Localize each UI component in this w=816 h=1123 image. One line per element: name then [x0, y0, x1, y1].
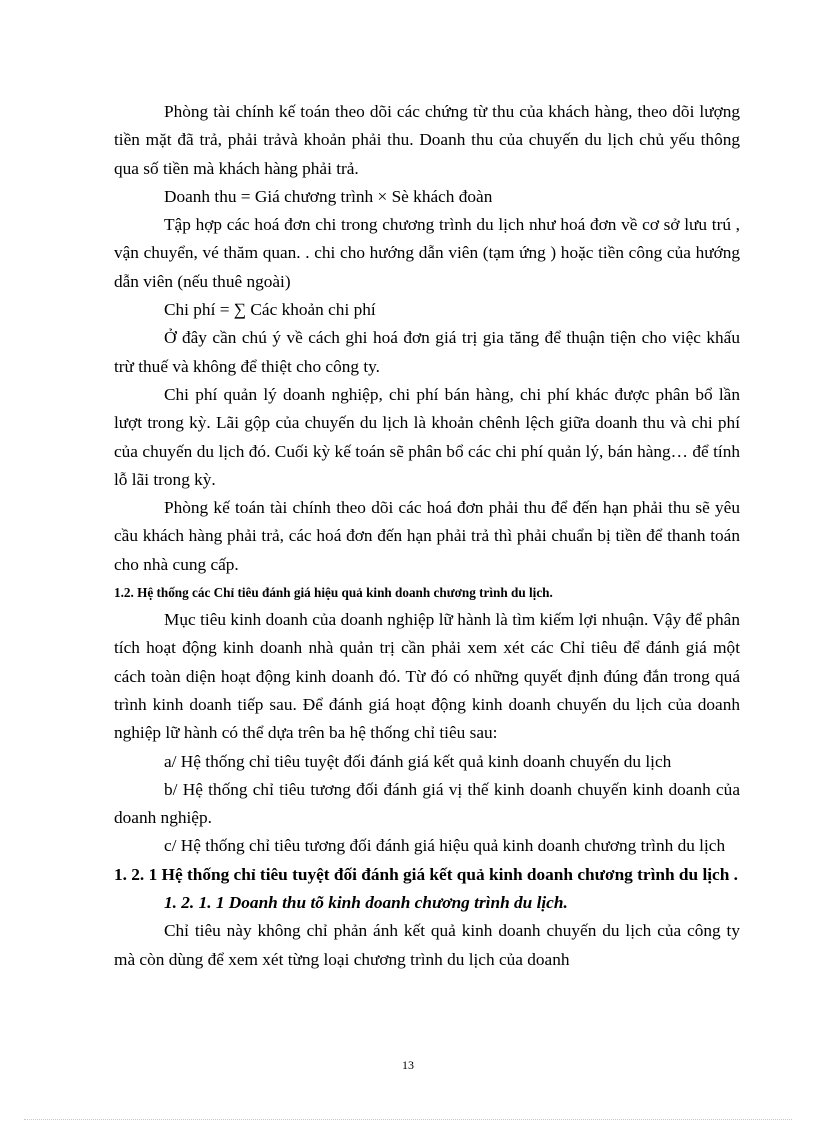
paragraph-revenue-indicator: Chỉ tiêu này không chỉ phản ánh kết quả kinh doanh chuyến du lịch của công ty mà còn dùng để xem xét từng loại chương trình du lịch của doanh [114, 921, 740, 969]
page-bottom-divider [24, 1119, 792, 1120]
section-heading-1-2-1: 1. 2. 1 Hệ thống chỉ tiêu tuyệt đối đánh giá kết quả kinh doanh chương trình du lịch . [114, 864, 738, 884]
page-number: 13 [402, 1058, 414, 1072]
paragraph-vat-note: Ở đây cần chú ý về cách ghi hoá đơn giá trị gia tăng để thuận tiện cho việc khấu trừ thuế và không để thiệt cho công ty. [114, 328, 740, 376]
list-item-a: a/ Hệ thống chỉ tiêu tuyệt đối đánh giá kết quả kinh doanh chuyến du lịch [164, 751, 672, 771]
paragraph-business-goal: Mục tiêu kinh doanh của doanh nghiệp lữ hành là tìm kiếm lợi nhuận. Vậy để phân tích hoạt động kinh doanh nhà quản trị cần phải xem xét các Chỉ tiêu để đánh giá một cách toàn diện hoạt động kinh doanh đó. Từ đó có những quyết định đúng đắn trong quá trình kinh doanh tiếp sau. Để đánh giá hoạt động kinh doanh chuyến du lịch của doanh nghiệp lữ hành có thể dựa trên ba hệ thống chỉ tiêu sau: [114, 610, 740, 743]
paragraph-accounting-tracking: Phòng tài chính kế toán theo dõi các chứng từ thu của khách hàng, theo dõi lượng tiền mặt đã trả, phải trảvà khoản phải thu. Doanh thu của chuyến du lịch chủ yếu thông qua số tiền mà khách hàng phải trả. [114, 102, 740, 178]
paragraph-cost-allocation: Chi phí quản lý doanh nghiệp, chi phí bán hàng, chi phí khác được phân bổ lần lượt trong kỳ. Lãi gộp của chuyến du lịch là khoản chênh lệch giữa doanh thu và chi phí của chuyến du lịch đó. Cuối kỳ kế toán sẽ phân bổ các chi phí quản lý, bán hàng… để tính lỗ lãi trong kỳ. [114, 384, 740, 489]
document-body [114, 98, 740, 974]
formula-cost: Chi phí = ∑ Các khoản chi phí [164, 300, 376, 320]
list-item-c: c/ Hệ thống chỉ tiêu tương đối đánh giá hiệu quả kinh doanh chương trình du lịch [164, 836, 726, 856]
paragraph-invoice-collection: Tập hợp các hoá đơn chi trong chương trình du lịch như hoá đơn về cơ sở lưu trú , vận chuyển, vé thăm quan. . chi cho hướng dẫn viên (tạm ứng ) hoặc tiền công của hướng dẫn viên (nếu thuê ngoài) [114, 215, 740, 291]
section-heading-1-2: 1.2. Hệ thống các Chỉ tiêu đánh giá hiệu quả kinh doanh chương trình du lịch. [114, 585, 553, 601]
section-heading-1-2-1-1: 1. 2. 1. 1 Doanh thu tõ kinh doanh chương trình du lịch. [164, 893, 568, 913]
formula-revenue: Doanh thu = Giá chương trình × Sè khách đoàn [164, 186, 493, 206]
paragraph-receivables: Phòng kế toán tài chính theo dõi các hoá đơn phải thu để đến hạn phải thu sẽ yêu cầu khách hàng phải trả, các hoá đơn đến hạn phải trả thì phải chuẩn bị tiền để thanh toán cho nhà cung cấp. [114, 498, 740, 574]
list-item-b: b/ Hệ thống chỉ tiêu tương đối đánh giá vị thế kinh doanh chuyến kinh doanh của doanh nghiệp. [114, 779, 740, 828]
